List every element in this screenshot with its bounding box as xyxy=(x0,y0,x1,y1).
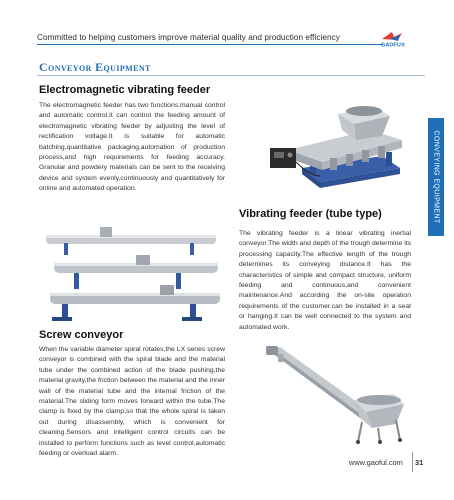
tube-feeder-photo xyxy=(40,221,226,325)
vibrating-tube-body: The vibrating feeder is a linear vibrating inertial conveyor.The width and depth of the trough determine its processing capacity.The effective length of the trough determines its conveying distance.It has the characteristics of simple and compact structure, uniform feeding and continuous,and convenient maintenance.And according the on-site operation requirements of the customer.can be installed in a seat or hanging.It can be well connected to the system and automated work. xyxy=(239,230,411,331)
electromagnetic-heading: Electromagnetic vibrating feeder xyxy=(39,84,211,96)
page-number: 31 xyxy=(415,458,424,467)
side-tab xyxy=(428,118,444,236)
screw-heading: Screw conveyor xyxy=(39,329,124,341)
logo-text: GAOFU® xyxy=(381,42,405,48)
vibrating-tube-heading: Vibrating feeder (tube type) xyxy=(239,208,382,220)
header-divider xyxy=(37,44,383,45)
section-divider xyxy=(37,75,425,76)
company-logo xyxy=(378,30,422,48)
screw-body: When the variable diameter spiral rotates,the LX series screw conveyor is combined with the spiral blade and the material tube under the combined action of the blade pushing,the material gravity,the friction between the material and the inner wall of the material tube and the internal friction of the material.The sliding form moves forward within the tube.The clamp is fixed by the clamp,so that the whole spiral is taken out during disassembly, which is convenient for cleaning.Sensors and intelligent control circuits can be installed to perform functions such as level control,automatic feeding or overload alarm. xyxy=(39,346,225,458)
header-tagline: Committed to helping customers improve material quality and production efficiency xyxy=(37,33,340,42)
footer-website: www.gaoful.com xyxy=(349,458,403,467)
electromagnetic-feeder-photo xyxy=(250,96,418,201)
section-title: Conveyor Equipment xyxy=(39,60,151,74)
side-tab-label: CONVEYING EQUIPMENT xyxy=(432,130,440,224)
footer-divider xyxy=(412,452,413,472)
electromagnetic-body: The electromagnetic feeder has two functions:manual control and automatic control.It can control the feeding amount of electromagnetic vibrating feeder by adjusting the level of rectification voltage.It is suitable for automatic batching,quantitative packaging,automation of production process,and high requirements for feeding accuracy. Granular and powdery materials can be sent to the receiving device and system evenly,continuously and quantitatively for online and automated operation. xyxy=(39,102,225,193)
screw-conveyor-photo xyxy=(258,344,418,444)
